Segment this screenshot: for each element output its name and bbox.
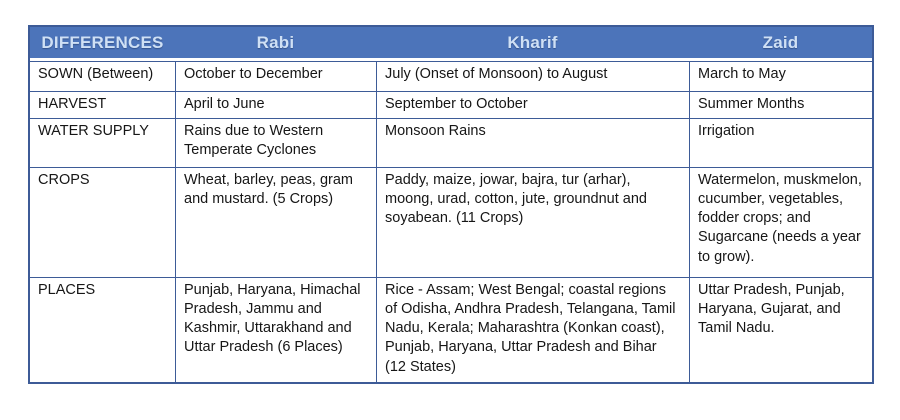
crop-seasons-comparison-table <box>28 25 874 384</box>
cell-places-kharif: Rice - Assam; West Bengal; coastal regions of Odisha, Andhra Pradesh, Telangana, Tamil Nadu, Kerala; Maharashtra (Konkan coast), Punjab, Haryana, Uttar Pradesh and Bihar (12 States) <box>376 277 689 382</box>
header-row <box>30 27 872 61</box>
cell-water-supply-rabi: Rains due to Western Temperate Cyclones <box>175 118 376 167</box>
table-row-sown <box>30 61 872 91</box>
cell-crops-rabi: Wheat, barley, peas, gram and mustard. (5 Crops) <box>175 167 376 277</box>
row-label-harvest: HARVEST <box>30 91 175 118</box>
cell-sown-rabi: October to December <box>175 61 376 91</box>
row-label-places: PLACES <box>30 277 175 382</box>
cell-crops-kharif: Paddy, maize, jowar, bajra, tur (arhar), moong, urad, cotton, jute, groundnut and soyabean. (11 Crops) <box>376 167 689 277</box>
cell-harvest-kharif: September to October <box>376 91 689 118</box>
table-row-harvest <box>30 91 872 118</box>
header-differences: DIFFERENCES <box>30 27 175 61</box>
header-zaid: Zaid <box>689 27 872 61</box>
cell-places-zaid: Uttar Pradesh, Punjab, Haryana, Gujarat, and Tamil Nadu. <box>689 277 872 382</box>
cell-harvest-zaid: Summer Months <box>689 91 872 118</box>
cell-sown-zaid: March to May <box>689 61 872 91</box>
cell-places-rabi: Punjab, Haryana, Himachal Pradesh, Jammu and Kashmir, Uttarakhand and Uttar Pradesh (6 Places) <box>175 277 376 382</box>
header-rabi: Rabi <box>175 27 376 61</box>
row-label-sown: SOWN (Between) <box>30 61 175 91</box>
cell-sown-kharif: July (Onset of Monsoon) to August <box>376 61 689 91</box>
cell-water-supply-kharif: Monsoon Rains <box>376 118 689 167</box>
cell-water-supply-zaid: Irrigation <box>689 118 872 167</box>
cell-harvest-rabi: April to June <box>175 91 376 118</box>
row-label-water-supply: WATER SUPPLY <box>30 118 175 167</box>
cell-crops-zaid: Watermelon, muskmelon, cucumber, vegetables, fodder crops; and Sugarcane (needs a year to grow). <box>689 167 872 277</box>
table-row-crops <box>30 167 872 277</box>
row-label-crops: CROPS <box>30 167 175 277</box>
table-row-water-supply <box>30 118 872 167</box>
table-row-places <box>30 277 872 382</box>
header-kharif: Kharif <box>376 27 689 61</box>
